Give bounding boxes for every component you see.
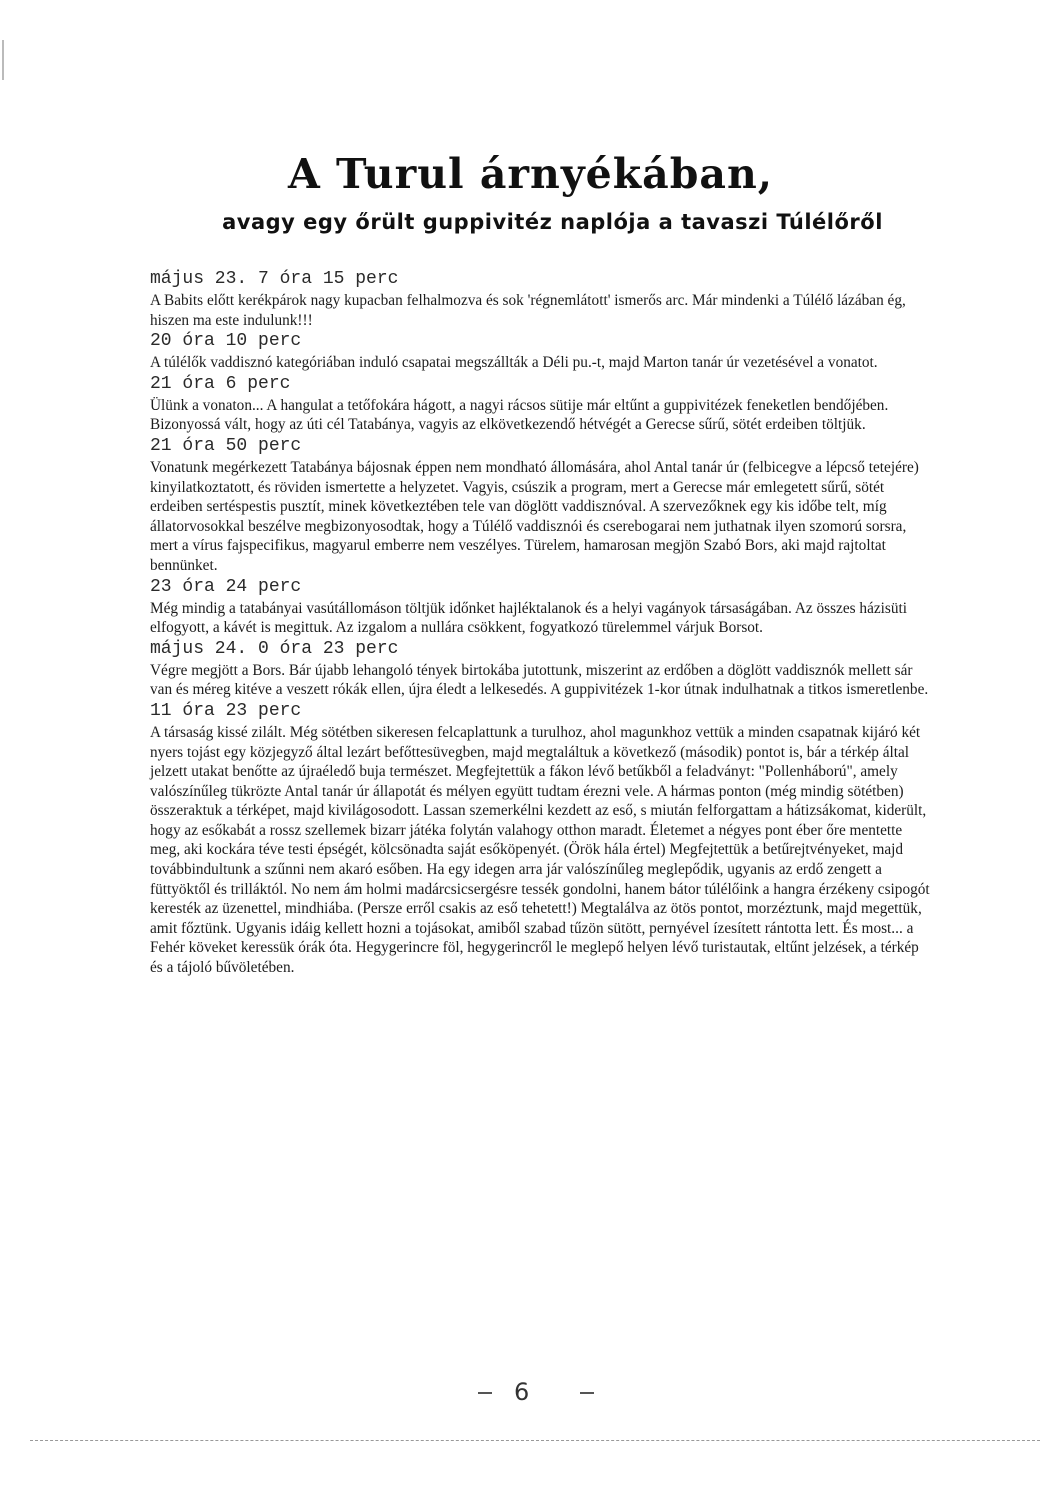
entry-text: Még mindig a tatabányai vasútállomáson töltjük időnket hajléktalanok és a helyi vagányok társaságában. Az összes házisüti elfogyott, a kávét is megittuk. Az izgalom a nullára csökkent, fogyatkozó türelemmel várjuk Borsot. (150, 599, 907, 637)
entry-timestamp: 21 óra 50 perc (150, 435, 302, 456)
entry-text: Végre megjött a Bors. Bár újabb lehangoló tények birtokába jutottunk, miszerint az erdőben a döglött vaddisznók mellett sár van és méreg kitéve a veszett rókák ellen, újra éledt a lelkesedés. A guppivitézek 1-kor útnak indulhatnak a titkos ismeretlenbe. (150, 661, 929, 699)
diary-body (150, 268, 930, 978)
diary-entry (150, 330, 930, 373)
entry-timestamp: május 23. 7 óra 15 perc (150, 269, 399, 289)
entry-text: A túlélők vaddisznó kategóriában induló csapatai megszállták a Déli pu.-t, majd Marton tanár úr vezetésével a vonatot. (150, 354, 878, 372)
scan-edge-mark (2, 40, 4, 80)
article-subtitle: avagy egy őrült guppivitéz naplója a tavaszi Túlélőről (222, 210, 883, 234)
diary-entry (150, 435, 930, 576)
entry-text: Ülünk a vonaton... A hangulat a tetőfokára hágott, a nagyi rácsos sütije már eltűnt a guppivitézek feneketlen bendőjében. Bizonyossá vált, hogy az úti cél Tatabánya, vagyis az elkövetkezendő hétvégét a Gerecse sűrű, sötét erdeiben töltjük. (150, 396, 889, 434)
entry-text: Vonatunk megérkezett Tatabánya bájosnak éppen nem mondható állomására, ahol Antal tanár úr (felbicegve a lépcső tetejére) kinyilatkoztatott, és röviden ismertette a helyzetet. Vagyis, csúszik a program, mert a Gerecse már emlegetett sűrű, sötét erdeiben sertéspestis pusztít, minek következtében tele van döglött vaddisznóval. A szervezőknek egy kis időbe telt, míg állatorvosokkal beszélve megbizonyosodtak, hogy a Túlélő vaddisznói és cserebogarai nem juthatnak ilyen szomorú sorsra, mert a vírus fajspecifikus, magyarul emberre nem veszélyes. Türelem, hamarosan megjön Szabó Bors, aki majd rajtoltat bennünket. (150, 458, 919, 574)
entry-timestamp: 11 óra 23 perc (150, 700, 302, 721)
entry-timestamp: 23 óra 24 perc (150, 576, 302, 597)
entry-timestamp: május 24. 0 óra 23 perc (150, 638, 399, 659)
diary-entry (150, 576, 930, 638)
bottom-rule (30, 1440, 1040, 1441)
entry-timestamp: 21 óra 6 perc (150, 373, 291, 394)
diary-entry (150, 373, 930, 435)
diary-entry (150, 638, 930, 700)
page-number-dash-right (580, 1392, 594, 1394)
diary-entry (150, 268, 930, 330)
page-number-dash-left (478, 1392, 492, 1394)
entry-text: A Babits előtt kerékpárok nagy kupacban felhalmozva és sok 'régnemlátott' ismerős arc. Már mindenki a Túlélő lázában ég, hiszen ma este indulunk!!! (150, 292, 906, 329)
article-title: A Turul árnyékában, (287, 150, 774, 198)
diary-entry (150, 700, 930, 978)
entry-timestamp: 20 óra 10 perc (150, 331, 302, 352)
entry-text: A társaság kissé zilált. Még sötétben sikeresen felcaplattunk a turulhoz, ahol magunkhoz vettük a minden csapatnak kijáró két nyers tojást egy közjegyző által lezárt befőttesüvegben, majd megtaláltuk a következő (második) pontot is, bár a térkép által jelzett utakat benőtte az újraéledő buja természet. Megfejtettük a fákon lévő betűkből a feladványt: "Pollenháború", amely valószínűleg tükrözte Antal tanár úr állapotát és mélyen együtt tudtam érezni vele. A hármas ponton (még mindig sötétben) összeraktuk a térképet, majd kivilágosodott. Lassan szemerkélni kezdett az eső, s miután felforgattam a hátizsákomat, kiderült, hogy az esőkabát a rossz szellemek bizarr játéka folytán valahogy otthon maradt. Életemet a négyes pont éber őre mentette meg, aki kockára téve testi épségét, kölcsönadta saját esőköpenyét. (Örök hála értel) Megfejtettük a betűrejtvényeket, majd továbbindultunk a szűnni nem akaró esőben. Ha egy idegen arra jár valószínűleg meglepődik, ugyanis az erdő zengett a füttyöktől és trilláktól. No nem ám holmi madárcsicsergésre tessék gondolni, hanem bátor túlélőink a hangra érzékeny csipogót keresték az üzenettel, mindhiába. (Persze erről csakis az eső tehetett!) Megtalálva az ötös pontot, morzéztunk, majd megettük, amit főztünk. Ugyanis idáig kellett hozni a tojásokat, amiből szabad tűzön sütött, pernyével ízesített rántotta lett. És most... a Fehér köveket keressük órák óta. Hegygerincre föl, hegygerincről le meglepő helyen lévő turistautak, eltűnt jelzések, a térkép és a tájoló bűvöletében. (150, 723, 930, 977)
page-number-value: 6 (514, 1378, 530, 1406)
